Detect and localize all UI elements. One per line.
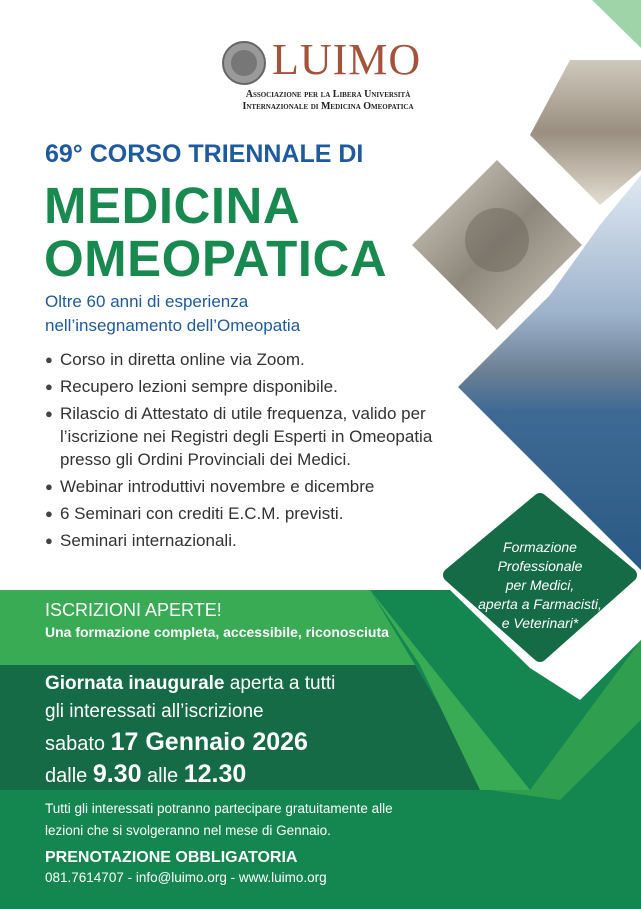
inaugural-event: Giornata inaugurale aperta a tutti gli interessati all’iscrizione sabato 17 Gennaio 2026 dalle 9.30 alle 12.30	[45, 673, 336, 788]
logo-name: LUIMO	[272, 35, 422, 84]
registration-tagline: Una formazione completa, accessibile, riconosciuta	[45, 624, 389, 640]
list-item: ● Recupero lezioni sempre disponibile.	[45, 375, 485, 398]
title-line1: MEDICINA	[44, 177, 301, 234]
building-photo	[530, 60, 641, 205]
info-text: Tutti gli interessati potranno partecipare gratuitamente alle lezioni che si svolgeranno nel mese di Gennaio.	[45, 801, 393, 838]
list-item: ● Seminari internazionali.	[45, 529, 485, 552]
course-pre-title: 69° CORSO TRIENNALE DI	[45, 140, 364, 168]
list-item: ● Webinar introduttivi novembre e dicembre	[45, 475, 485, 498]
audience-badge: Formazione Professionale per Medici, aperta a Farmacisti, e Veterinari*	[478, 539, 602, 631]
contacts: 081.7614707 - info@luimo.org - www.luimo.org	[45, 870, 327, 885]
feature-list	[45, 348, 485, 556]
list-item: ● Rilascio di Attestato di utile frequenza, valido per l’iscrizione nei Registri degli Esperti in Omeopatia presso gli Ordini Provinciali dei Medici.	[45, 402, 485, 471]
subtitle: Oltre 60 anni di esperienza nell’insegnamento dell’Omeopatia	[45, 292, 301, 335]
registration-title: ISCRIZIONI APERTE!	[45, 600, 222, 620]
event-date: 17 Gennaio 2026	[110, 728, 308, 756]
title-line2: OMEOPATICA	[44, 230, 388, 287]
booking-required: PRENOTAZIONE OBBLIGATORIA	[45, 849, 298, 866]
logo-subtitle: Associazione per la Libera Università Internazionale di Medicina Omeopatica	[242, 89, 414, 112]
list-item: ● 6 Seminari con crediti E.C.M. previsti.	[45, 502, 485, 525]
list-item: ● Corso in diretta online via Zoom.	[45, 348, 485, 371]
corner-triangle	[592, 0, 641, 48]
